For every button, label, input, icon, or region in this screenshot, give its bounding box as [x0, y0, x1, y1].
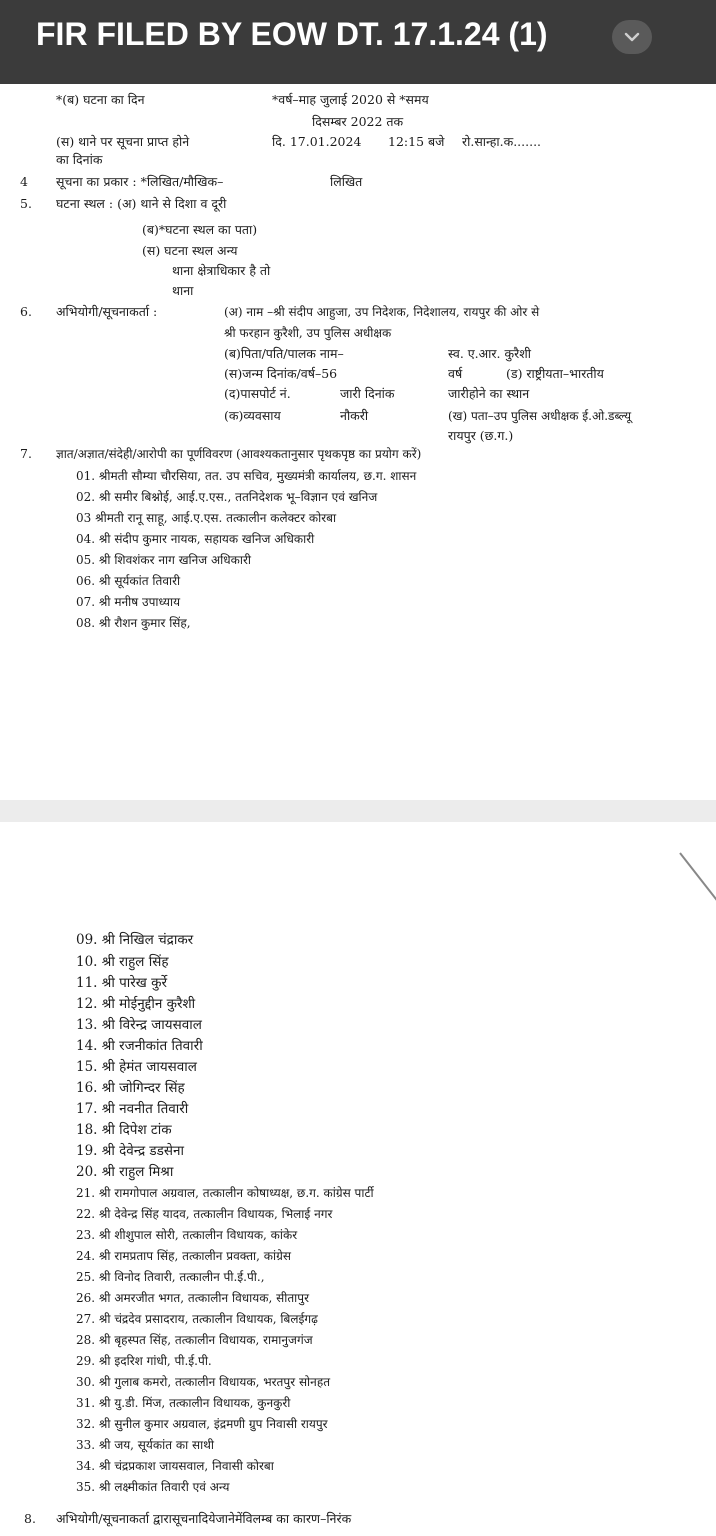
father-name-value: स्व. ए.आर. कुरैशी — [448, 346, 531, 361]
accused-list-item: 21. श्री रामगोपाल अग्रवाल, तत्कालीन कोषाध्यक्ष, छ.ग. कांग्रेस पार्टी — [76, 1186, 374, 1200]
accused-list-item: 31. श्री यु.डी. मिंज, तत्कालीन विधायक, कुनकुरी — [76, 1396, 291, 1410]
accused-list-item: 33. श्री जय, सूर्यकांत का साथी — [76, 1438, 214, 1452]
birth-year-unit: वर्ष — [448, 366, 463, 381]
accused-list-item: 06. श्री सूर्यकांत तिवारी — [76, 574, 181, 588]
passport-label: (द)पासपोर्ट नं. — [224, 386, 291, 401]
info-type-value: लिखित — [330, 174, 363, 189]
accused-list-item: 15. श्री हेमंत जायसवाल — [76, 1059, 197, 1075]
accused-list-item: 28. श्री बृहस्पत सिंह, तत्कालीन विधायक, रामानुजगंज — [76, 1333, 313, 1347]
accused-list-item: 25. श्री विनोद तिवारी, तत्कालीन पी.ई.पी., — [76, 1270, 265, 1284]
accused-list-item: 26. श्री अमरजीत भगत, तत्कालीन विधायक, सीतापुर — [76, 1291, 309, 1305]
other-jurisdiction-label: (स) घटना स्थल अन्य — [142, 243, 238, 258]
fir-page-1 — [0, 84, 716, 800]
complainant-name: (अ) नाम –श्री संदीप आहुजा, उप निदेशक, निदेशालय, रायपुर की ओर से — [224, 305, 540, 319]
accused-list-item: 11. श्री पारेख कुर्रे — [76, 975, 168, 991]
accused-list-item: 27. श्री चंद्रदेव प्रसादराय, तत्कालीन विधायक, बिलईगढ़ — [76, 1312, 318, 1326]
title-menu-button[interactable] — [612, 20, 652, 54]
incident-address-label: (ब)*घटना स्थल का पता) — [142, 222, 258, 237]
section-number: 6. — [20, 304, 32, 319]
issue-date-label: जारी दिनांक — [340, 386, 395, 401]
info-received-label: (स) थाने पर सूचना प्राप्त होने — [56, 134, 190, 149]
scan-mark — [679, 852, 716, 901]
section-number: 5. — [20, 196, 32, 211]
address-label: (ख) पता–उप पुलिस अधीक्षक ई.ओ.डब्ल्यू — [448, 409, 632, 423]
delay-reason-label: अभियोगी/सूचनाकर्ता द्वारासूचनादियेजानेमेंविलम्ब का कारण–निरंक — [56, 1511, 352, 1526]
accused-list-item: 17. श्री नवनीत तिवारी — [76, 1101, 189, 1117]
page-separator — [0, 800, 716, 822]
occupation-label: (क)व्यवसाय — [224, 408, 281, 423]
accused-list-item: 14. श्री रजनीकांत तिवारी — [76, 1038, 203, 1054]
accused-list-item: 12. श्री मोईनुद्दीन कुरैशी — [76, 996, 196, 1012]
incident-day-label: *(ब) घटना का दिन — [56, 92, 145, 107]
incident-period-end: दिसम्बर 2022 तक — [312, 114, 404, 129]
address-value: रायपुर (छ.ग.) — [448, 428, 514, 443]
occupation-value: नौकरी — [340, 408, 369, 423]
section-number: 8. — [24, 1511, 36, 1526]
accused-list-item: 04. श्री संदीप कुमार नायक, सहायक खनिज अधिकारी — [76, 532, 315, 546]
other-jurisdiction-label-cont: थाना क्षेत्राधिकार है तो — [172, 263, 271, 278]
accused-list-item: 09. श्री निखिल चंद्राकर — [76, 932, 194, 948]
father-name-label: (ब)पिता/पति/पालक नाम– — [224, 346, 344, 361]
accused-list-item: 23. श्री शीशुपाल सोरी, तत्कालीन विधायक, कांकेर — [76, 1228, 298, 1242]
accused-list-item: 24. श्री रामप्रताप सिंह, तत्कालीन प्रवक्ता, कांग्रेस — [76, 1249, 291, 1263]
complainant-officer: श्री फरहान कुरैशी, उप पुलिस अधीक्षक — [224, 326, 392, 340]
nationality-label: (ड) राष्ट्रीयता–भारतीय — [506, 366, 604, 381]
accused-list-item: 01. श्रीमती सौम्या चौरसिया, तत. उप सचिव, मुख्यमंत्री कार्यालय, छ.ग. शासन — [76, 469, 417, 483]
info-received-label-cont: का दिनांक — [56, 152, 103, 167]
chevron-down-icon — [623, 29, 641, 45]
accused-list-item: 03 श्रीमती रानू साहू, आई.ए.एस. तत्कालीन कलेक्टर कोरबा — [76, 511, 337, 525]
accused-list-item: 08. श्री रौशन कुमार सिंह, — [76, 616, 191, 630]
accused-list-item: 16. श्री जोगिन्दर सिंह — [76, 1080, 185, 1096]
accused-list-item: 20. श्री राहुल मिश्रा — [76, 1164, 174, 1180]
accused-list-item: 19. श्री देवेन्द्र डडसेना — [76, 1143, 184, 1159]
accused-list-item: 18. श्री दिपेश टांक — [76, 1122, 172, 1138]
accused-list-item: 05. श्री शिवशंकर नाग खनिज अधिकारी — [76, 553, 251, 567]
document-header — [0, 0, 716, 84]
accused-list-item: 34. श्री चंद्रप्रकाश जायसवाल, निवासी कोरबा — [76, 1459, 274, 1473]
info-received-time: 12:15 बजे — [388, 134, 445, 149]
incident-place-label: घटना स्थल : (अ) थाने से दिशा व दूरी — [56, 196, 227, 211]
section-number: 7. — [20, 446, 32, 461]
accused-list-item: 02. श्री समीर बिश्नोई, आई.ए.एस., ततनिदेशक भू–विज्ञान एवं खनिज — [76, 490, 378, 504]
birth-year-label: (स)जन्म दिनांक/वर्ष–56 — [224, 366, 338, 381]
other-jurisdiction-label-end: थाना — [172, 283, 194, 298]
issue-place-label: जारीहोने का स्थान — [448, 386, 530, 401]
accused-list-item: 13. श्री विरेन्द्र जायसवाल — [76, 1017, 202, 1033]
complainant-label: अभियोगी/सूचनाकर्ता : — [56, 304, 158, 319]
incident-period-label: *वर्ष–माह जुलाई 2020 से *समय — [272, 92, 429, 107]
document-title: FIR FILED BY EOW DT. 17.1.24 (1) — [36, 16, 548, 52]
info-received-date: दि. 17.01.2024 — [272, 134, 362, 149]
accused-list-item: 30. श्री गुलाब कमरो, तत्कालीन विधायक, भरतपुर सोनहत — [76, 1375, 331, 1389]
accused-list-item: 07. श्री मनीष उपाध्याय — [76, 595, 181, 609]
accused-list-item: 29. श्री इदरिश गांधी, पी.ई.पी. — [76, 1354, 212, 1368]
accused-list-item: 10. श्री राहुल सिंह — [76, 954, 169, 970]
fir-page-2 — [0, 822, 716, 1536]
accused-list-item: 22. श्री देवेन्द्र सिंह यादव, तत्कालीन विधायक, भिलाई नगर — [76, 1207, 333, 1221]
accused-list-item: 35. श्री लक्ष्मीकांत तिवारी एवं अन्य — [76, 1480, 230, 1494]
section-number: 4 — [20, 174, 28, 189]
accused-details-label: ज्ञात/अज्ञात/संदेही/आरोपी का पूर्णविवरण (आवश्यकतानुसार पृथकपृष्ठ का प्रयोग करें) — [56, 447, 422, 461]
accused-list-item: 32. श्री सुनील कुमार अग्रवाल, इंद्रमणी ग्रुप निवासी रायपुर — [76, 1417, 328, 1431]
info-type-label: सूचना का प्रकार : *लिखित/मौखिक– — [56, 174, 224, 189]
roznamcha-number: रो.सान्हा.क....... — [462, 134, 542, 149]
